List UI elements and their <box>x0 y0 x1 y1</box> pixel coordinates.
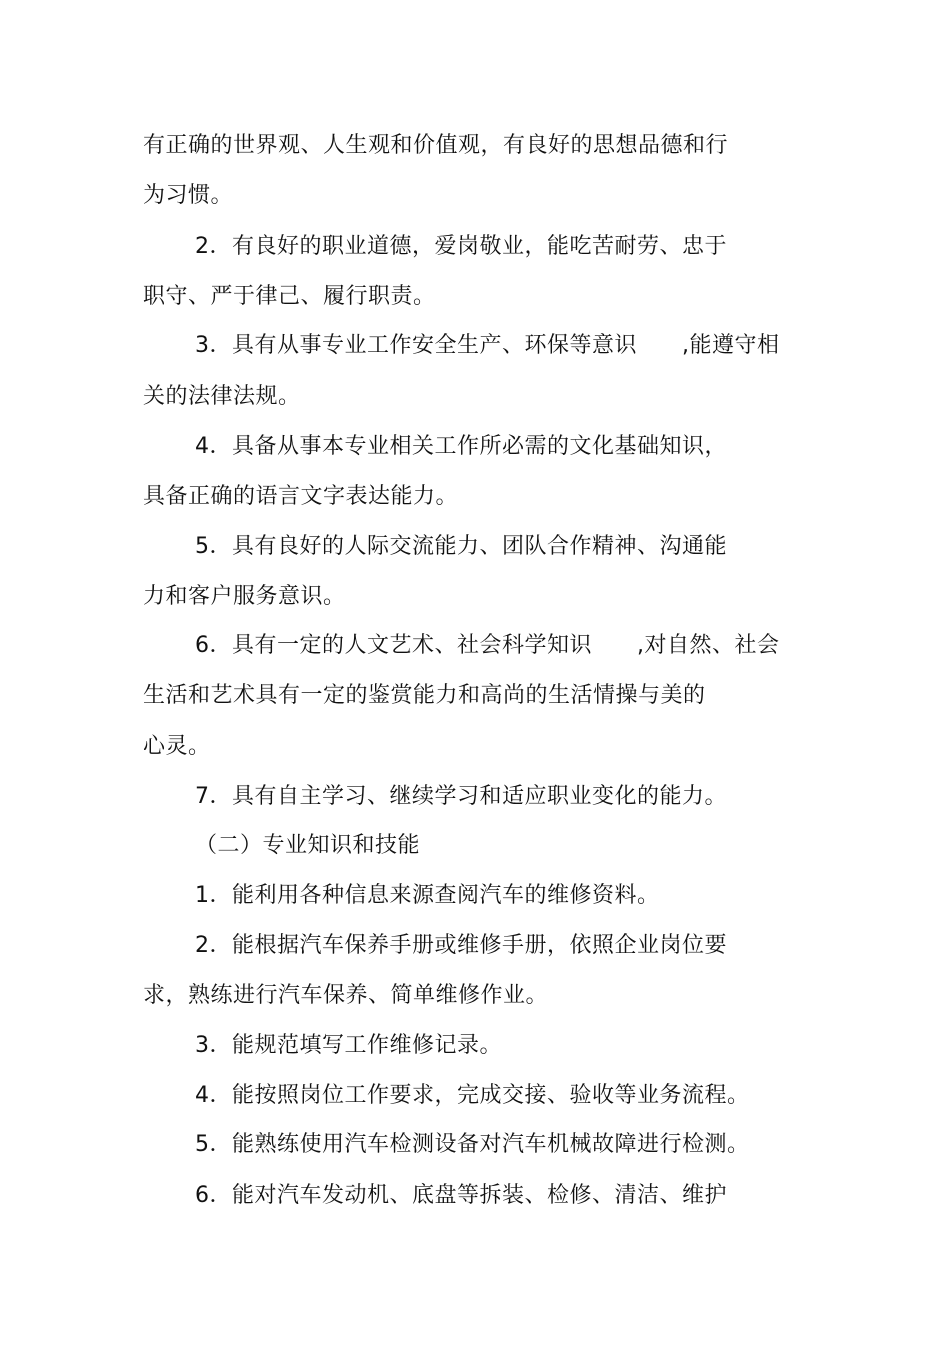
paragraph-line: 2．有良好的职业道德，爱岗敬业，能吃苦耐劳、忠于 <box>195 234 727 259</box>
paragraph-line: 1．能利用各种信息来源查阅汽车的维修资料。 <box>195 883 660 908</box>
paragraph-line: 2．能根据汽车保养手册或维修手册，依照企业岗位要 <box>195 933 727 958</box>
paragraph-line: 求，熟练进行汽车保养、简单维修作业。 <box>143 983 549 1008</box>
paragraph-line: 关的法律法规。 <box>143 384 301 409</box>
paragraph-line: 为习惯。 <box>143 183 234 208</box>
paragraph-line: 7．具有自主学习、继续学习和适应职业变化的能力。 <box>195 784 727 809</box>
paragraph-line: 4．具备从事本专业相关工作所必需的文化基础知识， <box>195 434 727 459</box>
paragraph-line: 6．具有一定的人文艺术、社会科学知识 ,对自然、社会 <box>195 633 780 658</box>
paragraph-line: 3．具有从事专业工作安全生产、环保等意识 ,能遵守相 <box>195 333 780 358</box>
paragraph-line: 3．能规范填写工作维修记录。 <box>195 1033 502 1058</box>
paragraph-line: 心灵。 <box>143 734 211 759</box>
paragraph-line: 5．具有良好的人际交流能力、团队合作精神、沟通能 <box>195 534 727 559</box>
paragraph-line: 5．能熟练使用汽车检测设备对汽车机械故障进行检测。 <box>195 1132 750 1157</box>
paragraph-line: 具备正确的语言文字表达能力。 <box>143 484 459 509</box>
section-heading: （二）专业知识和技能 <box>195 833 421 858</box>
paragraph-line: 生活和艺术具有一定的鉴赏能力和高尚的生活情操与美的 <box>143 683 706 708</box>
paragraph-line: 职守、严于律己、履行职责。 <box>143 284 436 309</box>
paragraph-line: 力和客户服务意识。 <box>143 584 346 609</box>
paragraph-line: 6．能对汽车发动机、底盘等拆装、检修、清洁、维护 <box>195 1183 727 1208</box>
paragraph-line: 4．能按照岗位工作要求，完成交接、验收等业务流程。 <box>195 1083 750 1108</box>
paragraph-line: 有正确的世界观、人生观和价值观，有良好的思想品德和行 <box>143 133 729 158</box>
